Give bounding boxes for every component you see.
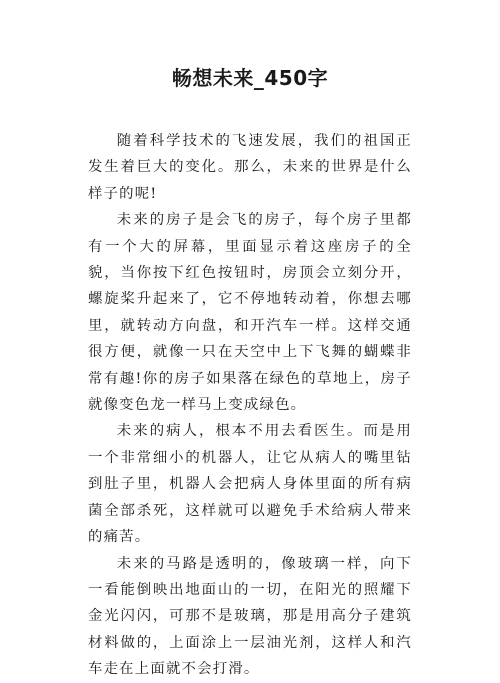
paragraph-intro: 随着科学技术的飞速发展，我们的祖国正发生着巨大的变化。那么，未来的世界是什么样子的呢! [88, 133, 412, 202]
paragraph-houses: 未来的房子是会飞的房子，每个房子里都有一个大的屏幕，里面显示着这座房子的全貌，当你按下红色按钮时，房顶会立刻分开，螺旋桨升起来了，它不停地转动着，你想去哪里，就转动方向盘，和开汽车一样。这样交通很方便，就像一只在天空中上下飞舞的蝴蝶非常有趣!你的房子如果落在绿色的草地上，房子就像变色龙一样马上变成绿色。 [88, 212, 412, 414]
paragraph-patients: 未来的病人，根本不用去看医生。而是用一个非常细小的机器人，让它从病人的嘴里钻到肚子里，机器人会把病人身体里面的所有病菌全部杀死，这样就可以避免手术给病人带来的痛苦。 [88, 423, 412, 546]
document-title: 畅想未来_450字 [171, 66, 329, 90]
paragraph-roads: 未来的马路是透明的，像玻璃一样，向下一看能倒映出地面山的一切，在阳光的照耀下金光闪闪，可那不是玻璃，那是用高分子建筑材料做的，上面涂上一层油光剂，这样人和汽车走在上面就不会打滑。 [88, 555, 412, 678]
document-body [88, 128, 412, 683]
